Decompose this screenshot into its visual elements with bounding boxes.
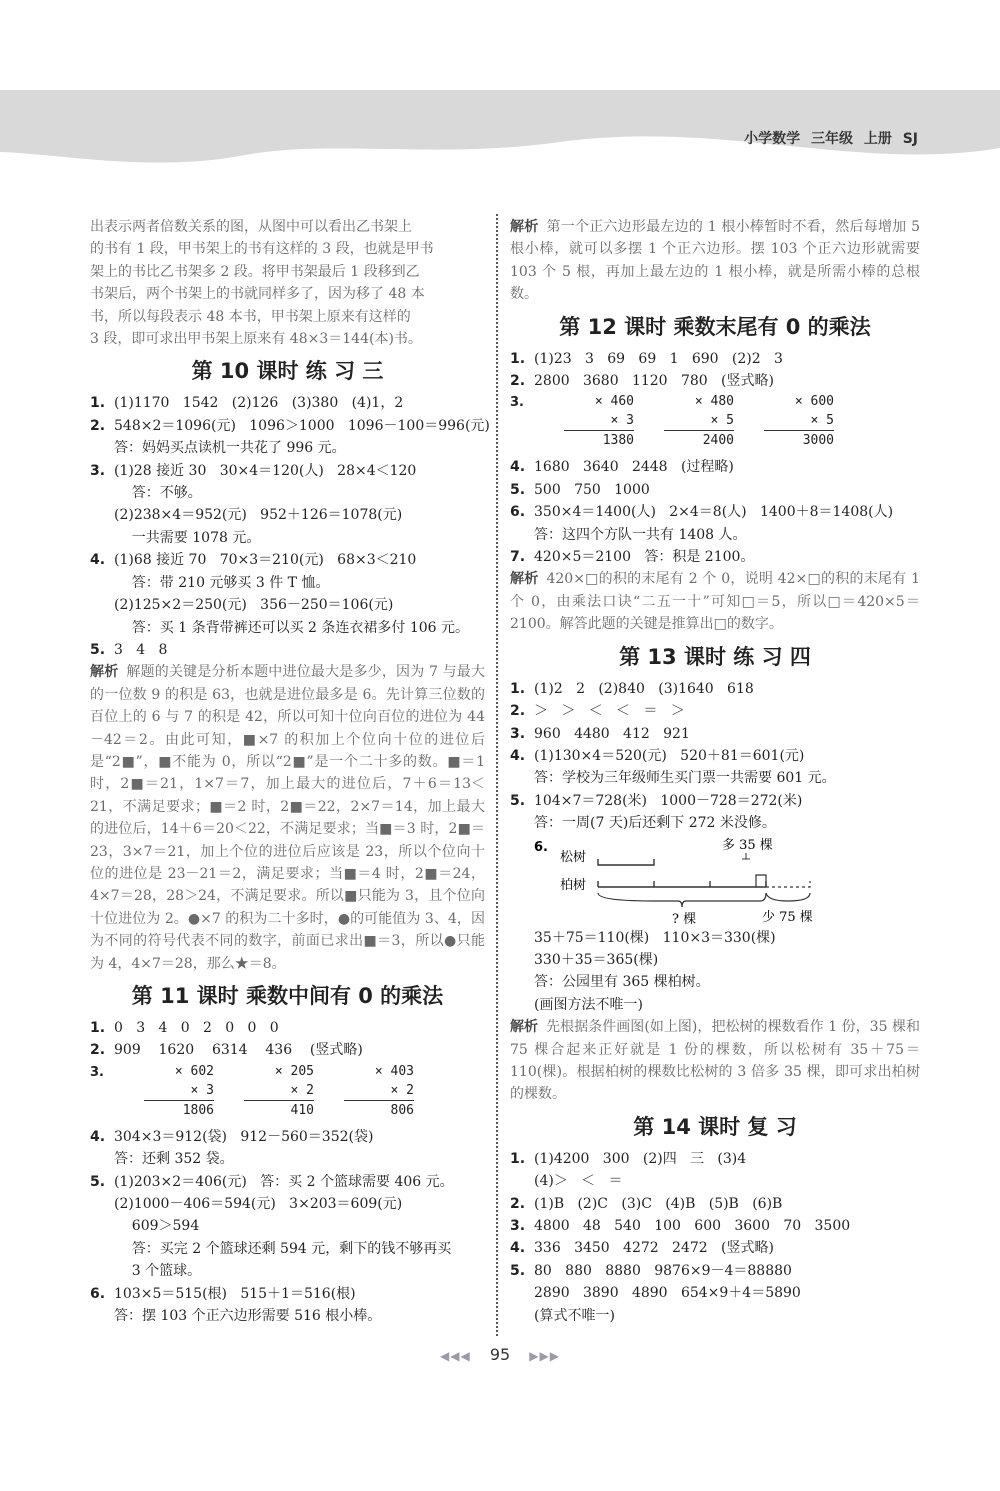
item-number: 6.: [534, 839, 548, 855]
prev-arrows-icon: ◀◀◀: [440, 1349, 471, 1363]
answer-line: [510, 723, 920, 745]
answer-line: [510, 1282, 920, 1304]
lesson-14-answers: [510, 1148, 920, 1327]
answer-text: (2)1000－406＝594(元) 3×203＝609(元): [114, 1196, 403, 1213]
answer-line: [90, 415, 490, 437]
page-header: [0, 90, 1000, 170]
right-column: [510, 216, 920, 1327]
calc-mid: × 3: [564, 411, 634, 431]
answer-text: 1680 3640 2448 (过程略): [534, 459, 734, 476]
vertical-calc: [564, 392, 634, 456]
answer-text: 0 3 4 0 2 0 0 0: [114, 1020, 279, 1036]
answer-line: [90, 527, 485, 549]
vertical-calc: [664, 392, 734, 456]
unknown-label: ? 棵: [672, 911, 697, 927]
explanation-tag: 解析: [510, 219, 539, 235]
answer-text: 330＋35＝365(棵): [534, 951, 659, 968]
answer-line: [510, 1237, 920, 1259]
intro-line: 架上的书比乙书架多 2 段。将甲书架最后 1 段移到乙: [90, 263, 420, 280]
item-number: 1.: [510, 350, 526, 367]
right-intro-explanation: [510, 216, 920, 306]
answer-line: [510, 1170, 920, 1192]
answer-text: 2890 3890 4890 654×9＋4＝5890: [534, 1285, 801, 1302]
less-label: 少 75 棵: [762, 909, 813, 925]
lesson-12-answers-a: [510, 348, 920, 393]
item-number: 2.: [90, 417, 106, 434]
lesson-13-title: 第 13 课时 练 习 四: [619, 644, 811, 669]
answer-line: [90, 1305, 485, 1327]
answer-text: 336 3450 4272 2472 (竖式略): [534, 1240, 774, 1257]
lesson-13-explanation: [510, 1016, 920, 1106]
item-number: 1.: [510, 1150, 526, 1167]
answer-text: (1)130×4＝520(元) 520＋81＝601(元): [534, 747, 805, 764]
answer-line: [510, 971, 920, 993]
answer-line: [510, 501, 920, 523]
answer-text: (画图方法不唯一): [534, 996, 643, 1013]
explanation-tag: 解析: [510, 571, 539, 588]
explanation-text: 420×□的积的末尾有 2 个 0，说明 42×□的积的末尾有 1 个 0，由乘法口诀“二五一十”可知□＝5，所以□＝420×5＝2100。解答此题的关键是推算出□的数字。: [510, 571, 920, 633]
calc-top: × 600: [794, 394, 834, 410]
item-number: 1.: [510, 680, 526, 697]
answer-text: 答：还剩 352 袋。: [114, 1151, 234, 1168]
calc-mid: × 2: [344, 1081, 414, 1101]
answer-line: [90, 437, 485, 459]
item-number: 2.: [510, 373, 526, 390]
answer-line: [90, 639, 485, 661]
answer-line: [90, 1126, 485, 1148]
answer-line: [510, 348, 920, 370]
lesson-13-answers-b: [510, 927, 920, 1017]
extra-35-box: [756, 875, 766, 887]
item-number: 5.: [510, 792, 526, 809]
answer-text: (1)1170 1542 (2)126 (3)380 (4)1，2: [114, 395, 404, 412]
calc-mid: × 5: [764, 411, 834, 431]
vertical-calc: [244, 1062, 314, 1126]
answer-line: [90, 1148, 485, 1170]
answer-line: [90, 1193, 485, 1215]
item-number: 4.: [510, 1240, 526, 1257]
item-number: 4.: [510, 747, 526, 764]
answer-text: (1)B (2)C (3)C (4)B (5)B (6)B: [534, 1195, 783, 1212]
pine-bar: [598, 859, 654, 865]
lesson-12-vertical-calcs: [510, 392, 920, 456]
answer-text: (1)203×2＝406(元) 答：买 2 个篮球需要 406 元。: [114, 1173, 454, 1190]
answer-text: 答：妈妈买点读机一共花了 996 元。: [114, 440, 346, 457]
vertical-calc: [144, 1062, 214, 1126]
answer-text: 4800 48 540 100 600 3600 70 3500: [534, 1218, 851, 1234]
calc-res: 1806: [182, 1102, 214, 1118]
explanation-tag: 解析: [90, 664, 119, 681]
answer-text: 答：学校为三年级师生买门票一共需要 601 元。: [534, 770, 836, 787]
item-number: 5.: [510, 481, 526, 498]
page-number: 95: [489, 1345, 511, 1364]
intro-text: [90, 216, 485, 350]
answer-text: 一共需要 1078 元。: [114, 529, 261, 546]
answer-line: [510, 1305, 920, 1327]
answer-text: (1)23 3 69 69 1 690 (2)2 3: [534, 350, 783, 367]
pine-label: 松树: [560, 849, 587, 865]
item-number: 5.: [510, 1262, 526, 1279]
calc-res: 3000: [802, 433, 834, 449]
answer-text: ＞ ＞ ＜ ＜ ＝ ＞: [534, 703, 685, 720]
answer-text: 80 880 8880 9876×9－4＝88880: [534, 1262, 792, 1279]
item-number: 5.: [90, 1173, 106, 1190]
item-number: 3.: [90, 462, 106, 479]
item-number: 3.: [510, 725, 526, 742]
lesson-12-title: 第 12 课时 乘数末尾有 0 的乘法: [559, 314, 871, 339]
vertical-calc: [764, 392, 834, 456]
item-number: 1.: [90, 395, 106, 412]
calc-top: × 205: [274, 1063, 314, 1079]
lesson-11-title: 第 11 课时 乘数中间有 0 的乘法: [131, 984, 444, 1008]
answer-line: [90, 617, 485, 639]
answer-text: 104×7＝728(米) 1000－728＝272(米): [534, 792, 803, 809]
calc-mid: × 3: [144, 1081, 214, 1101]
page-footer: [0, 1345, 1000, 1364]
answer-text: 35＋75＝110(棵) 110×3＝330(棵): [534, 929, 776, 946]
answer-line: [90, 1039, 485, 1061]
answer-line: [510, 1260, 920, 1282]
answer-line: [510, 1148, 920, 1170]
item-number: 4.: [90, 552, 106, 569]
answer-text: 500 750 1000: [534, 481, 650, 498]
answer-text: (1)2 2 (2)840 (3)1640 618: [534, 680, 754, 697]
answer-text: 350×4＝1400(人) 2×4＝8(人) 1400＋8＝1408(人): [534, 504, 894, 521]
answer-line: [510, 546, 920, 568]
item-number: 4.: [510, 459, 526, 476]
answer-text: 3 个篮球。: [114, 1263, 202, 1280]
answer-line: [90, 1215, 485, 1237]
answer-line: [510, 927, 920, 949]
vertical-calc: [344, 1062, 414, 1126]
book-title: 小学数学 三年级 上册 SJ: [744, 131, 918, 147]
lesson-13-answers-a: [510, 678, 920, 835]
lesson-11-answers-b: [90, 1126, 485, 1328]
item-number: 1.: [90, 1020, 106, 1036]
answer-text: 960 4480 412 921: [534, 725, 690, 742]
item-number: 2.: [90, 1042, 106, 1059]
answer-line: [90, 1260, 485, 1282]
answer-line: [90, 392, 485, 414]
lesson-14-title: 第 14 课时 复 习: [633, 1114, 797, 1139]
answer-line: [90, 549, 485, 571]
answer-line: [510, 812, 920, 834]
lesson-11-answers-a: [90, 1017, 485, 1062]
answer-line: [510, 790, 920, 812]
answer-line: [510, 700, 920, 722]
answer-text: 答：公园里有 365 棵柏树。: [534, 974, 710, 991]
answer-text: 答：一周(7 天)后还剩下 272 米没修。: [534, 815, 776, 832]
answer-line: [510, 524, 920, 546]
item-number: 3.: [90, 1064, 104, 1080]
explanation-text: 第一个正六边形最左边的 1 根小棒暂时不看，然后每增加 5 根小棒，就可以多摆 1 个正六边形。摆 103 个正六边形就需要 103 个 5 根，再加上最左边的 1 根小棒，就是所需小棒的总根数。: [510, 219, 921, 303]
answer-text: (算式不唯一): [534, 1307, 615, 1324]
answer-text: 答：带 210 元够买 3 件 T 恤。: [114, 574, 330, 591]
lesson-12-explanation: [510, 568, 920, 635]
answer-text: 103×5＝515(根) 515＋1＝516(根): [114, 1285, 356, 1302]
answer-line: [90, 504, 485, 526]
answer-text: 420×5＝2100 答：积是 2100。: [534, 549, 755, 566]
answer-line: [510, 994, 920, 1016]
answer-line: [510, 767, 920, 789]
answer-line: [510, 370, 920, 392]
intro-line: 3 段，即可求出甲书架上原来有 48×3＝144(本)书。: [90, 331, 422, 348]
answer-text: (2)125×2＝250(元) 356－250＝106(元): [114, 597, 394, 614]
answer-text: 3 4 8: [114, 641, 168, 658]
answer-text: 答：摆 103 个正六边形需要 516 根小棒。: [114, 1308, 382, 1325]
answer-line: [510, 1193, 920, 1215]
answer-line: [90, 1283, 485, 1305]
item-number: 7.: [510, 549, 526, 566]
next-arrows-icon: ▶▶▶: [529, 1349, 560, 1363]
answer-text: (4)＞ ＜ ＝: [534, 1173, 623, 1190]
cypress-label: 柏树: [560, 877, 587, 893]
answer-line: [510, 949, 920, 971]
calc-res: 2400: [702, 433, 734, 449]
answer-line: [90, 1238, 485, 1260]
lesson-12-answers-b: [510, 456, 920, 568]
answer-line: [90, 1017, 485, 1039]
explanation-text: 解题的关键是分析本题中进位最大是多少，因为 7 与最大的一位数 9 的积是 63，也就是进位最多是 6。先计算三位数的百位上的 6 与 7 的积是 42，所以可知十位向百位的进位为 44－42＝2。由此可知，■×7 的积加上个位向十位的进位后是“2■”，■不能为 0，所以“2■”是一个二十多的数。■＝1 时，2■＝21，1×7＝7，加上最大的进位后，7＋6＝13＜21，不满足要求；■＝2 时，2■＝22，2×7＝14，加上最大的进位后，14＋6＝20＜22，不满足要求；当■＝3 时，2■＝23，3×7＝21，加上个位的进位后应该是 23，所以个位向十位的进位是 23－21＝2，满足要求；当■＝4 时，2■＝24，4×7＝28，28＞24，不满足要求。所以■只能为 3，且个位向十位进位为 2。●×7 的积为二十多时，●的可能值为 3、4，因为不同的符号代表不同的数字，前面已求出■＝3，所以●只能为 4，4×7＝28，那么★＝8。: [90, 664, 486, 972]
small-brace: [766, 893, 810, 901]
left-column: [90, 216, 490, 1327]
item-number: 5.: [90, 641, 106, 658]
item-number: 2.: [510, 1195, 526, 1212]
intro-line: 书，所以每段表示 48 本书，甲书架上原来有这样的: [90, 308, 411, 325]
answer-line: [90, 572, 485, 594]
answer-line: [510, 745, 920, 767]
calc-top: × 403: [374, 1063, 414, 1079]
answer-line: [90, 482, 485, 504]
lesson-10-explanation: [90, 661, 485, 975]
explanation-tag: 解析: [510, 1019, 539, 1036]
answer-text: 答：这四个方队一共有 1408 人。: [534, 526, 747, 543]
tree-count-diagram: [510, 835, 920, 927]
missing-75-dashed: [766, 881, 810, 887]
bottom-brace: [598, 893, 766, 907]
answer-text: 答：买完 2 个篮球还剩 594 元，剩下的钱不够再买: [114, 1240, 452, 1257]
answer-line: [510, 1215, 920, 1237]
explanation-text: 先根据条件画图(如上图)，把松树的棵数看作 1 份，35 棵和 75 棵合起来正好就是 1 份的棵数，所以松树有 35＋75＝110(棵)。根据柏树的棵数比松树的 3 倍多 35 棵，即可求出柏树的棵数。: [510, 1019, 921, 1103]
answer-line: [90, 1171, 485, 1193]
answer-line: [90, 594, 485, 616]
intro-line: 书架后，两个书架上的书就同样多了，因为移了 48 本: [90, 286, 425, 303]
answer-text: (1)68 接近 70 70×3＝210(元) 68×3＜210: [114, 552, 417, 569]
calc-top: × 602: [174, 1063, 214, 1079]
column-divider: [496, 214, 498, 1336]
intro-line: 的书有 1 段，甲书架上的书有这样的 3 段，也就是甲书: [90, 241, 434, 258]
answer-text: 304×3＝912(袋) 912－560＝352(袋): [114, 1128, 374, 1145]
answer-text: 909 1620 6314 436 (竖式略): [114, 1042, 363, 1059]
answer-text: 609＞594: [114, 1218, 200, 1235]
item-number: 3.: [510, 1218, 526, 1234]
answer-text: 2800 3680 1120 780 (竖式略): [534, 373, 774, 390]
lesson-11-vertical-calcs: [90, 1062, 485, 1126]
item-number: 2.: [510, 703, 526, 720]
item-number: 3.: [510, 395, 524, 411]
more-arrow: [742, 853, 750, 859]
calc-top: × 480: [694, 394, 734, 410]
calc-mid: × 2: [244, 1081, 314, 1101]
answer-line: [510, 479, 920, 501]
calc-top: × 460: [594, 394, 634, 410]
calc-res: 1380: [602, 433, 634, 449]
lesson-10-title: 第 10 课时 练 习 三: [191, 359, 384, 384]
answer-line: [510, 456, 920, 478]
item-number: 6.: [90, 1285, 106, 1302]
intro-line: 出表示两者倍数关系的图，从图中可以看出乙书架上: [90, 219, 412, 235]
answer-text: 答：买 1 条背带裤还可以买 2 条连衣裙多付 106 元。: [114, 619, 470, 636]
item-number: 6.: [510, 504, 526, 521]
item-number: 4.: [90, 1128, 106, 1145]
answer-line: [90, 460, 485, 482]
answer-line: [510, 678, 920, 700]
answer-text: 548×2＝1096(元) 1096＞1000 1096－100＝996(元): [114, 417, 490, 434]
more-label: 多 35 棵: [722, 837, 773, 853]
calc-res: 410: [290, 1102, 314, 1118]
answer-text: (2)238×4＝952(元) 952＋126＝1078(元): [114, 507, 403, 524]
calc-mid: × 5: [664, 411, 734, 431]
answer-text: (1)4200 300 (2)四 三 (3)4: [534, 1150, 747, 1167]
lesson-10-answers: [90, 392, 490, 661]
cypress-ticks: [598, 881, 766, 887]
calc-res: 806: [390, 1102, 414, 1118]
answer-text: (1)28 接近 30 30×4＝120(人) 28×4＜120: [114, 462, 417, 479]
answer-text: 答：不够。: [114, 485, 202, 502]
